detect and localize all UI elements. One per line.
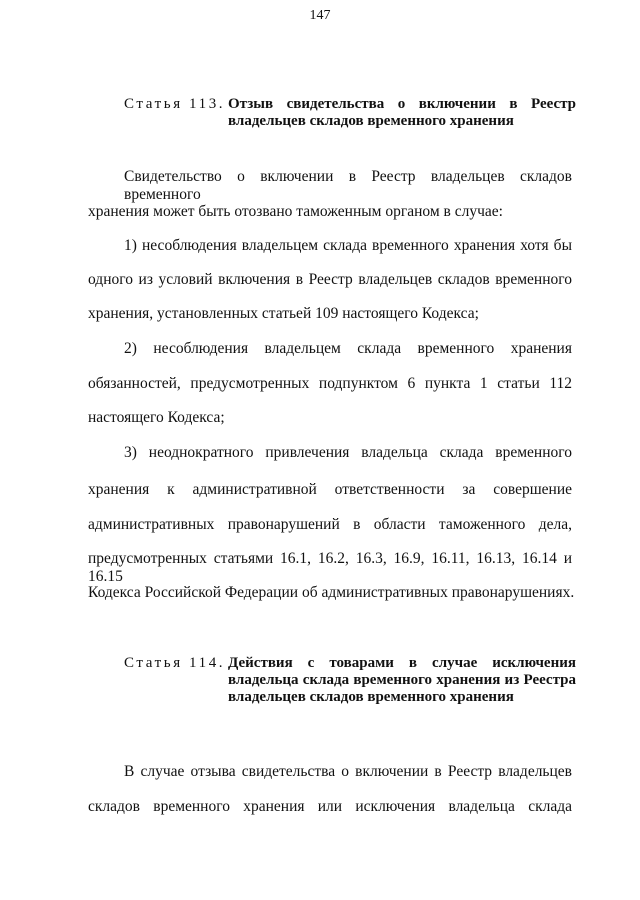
- article-114-label: Статья 114.: [124, 655, 226, 671]
- text-line: административных правонарушений в области таможенного дела,: [88, 516, 572, 533]
- text-line: 1) несоблюдения владельцем склада временного хранения хотя бы: [124, 237, 572, 254]
- text-line: складов временного хранения или исключения владельца склада: [88, 798, 572, 815]
- text-line: одного из условий включения в Реестр владельцев складов временного: [88, 271, 572, 288]
- text-line: Кодекса Российской Федерации об административных правонарушениях.: [88, 584, 575, 601]
- text-line: настоящего Кодекса;: [88, 409, 225, 426]
- article-114-title: Действия с товарами в случае исключения владельца склада временного хранения из Реестра владельцев складов временного хранения: [228, 655, 576, 705]
- text-line: Свидетельство о включении в Реестр владельцев складов временного: [124, 168, 572, 203]
- text-line: 3) неоднократного привлечения владельца склада временного: [124, 444, 572, 461]
- text-line: хранения, установленных статьей 109 настоящего Кодекса;: [88, 305, 479, 322]
- article-113-title: Отзыв свидетельства о включении в Реестр владельцев складов временного хранения: [228, 96, 576, 129]
- page-number: 147: [309, 8, 331, 23]
- text-line: хранения может быть отозвано таможенным органом в случае:: [88, 203, 503, 220]
- text-line: 2) несоблюдения владельцем склада временного хранения: [124, 340, 572, 357]
- text-line: хранения к административной ответственности за совершение: [88, 481, 572, 498]
- article-113-label: Статья 113.: [124, 96, 226, 112]
- text-line: В случае отзыва свидетельства о включении в Реестр владельцев: [124, 763, 572, 780]
- text-line: предусмотренных статьями 16.1, 16.2, 16.3, 16.9, 16.11, 16.13, 16.14 и 16.15: [88, 550, 572, 585]
- text-line: обязанностей, предусмотренных подпунктом 6 пункта 1 статьи 112: [88, 375, 572, 392]
- article-114-heading: [124, 655, 576, 727]
- article-113-heading: [124, 96, 576, 136]
